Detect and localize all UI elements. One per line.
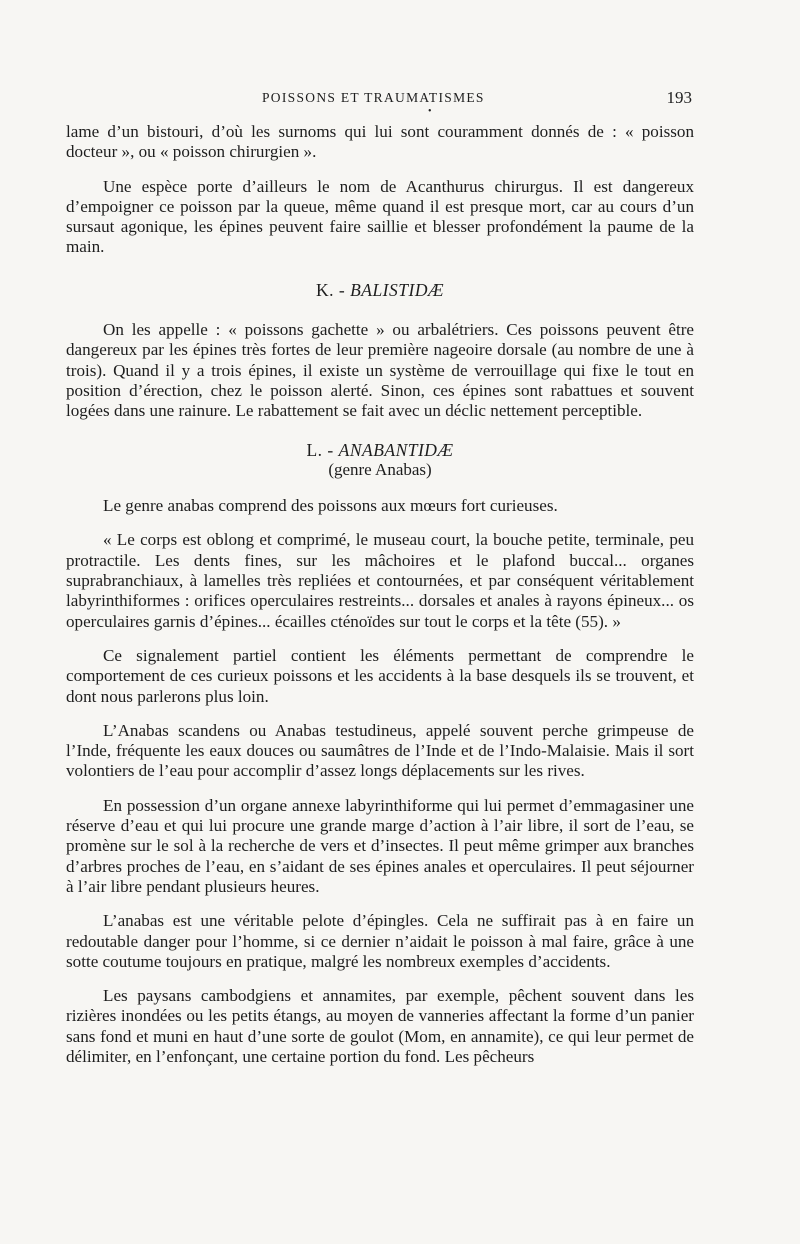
section-label: K. -	[315, 279, 346, 300]
section-name: ANABANTIDÆ	[338, 439, 454, 460]
paragraph: Une espèce porte d’ailleurs le nom de Acanthurus chirurgus. Il est dangereux d’empoigner ce poisson par la queue, même quand il est presque mort, car au cours d’un sursaut agonique, les épines peuvent faire saillie et blesser profondément la paume de la main.	[66, 176, 694, 257]
paragraph: On les appelle : « poissons gachette » ou arbalétriers. Ces poissons peuvent être dangereux par les épines très fortes de leur première nageoire dorsale (au nombre de une à trois). Quand il y a trois épines, il existe un système de verrouillage qui fixe le tout en position d’érection, chez le poisson alerté. Sinon, ces épines sont rabattues et souvent logées dans une rainure. Le rabattement se fait avec un déclic nettement perceptible.	[66, 320, 694, 421]
paragraph: Les paysans cambodgiens et annamites, par exemple, pêchent souvent dans les rizières inondées ou les petits étangs, au moyen de vanneries affectant la forme d’un panier sans fond et muni en haut d’une sorte de goulot (Mom, en annamite), ce qui leur permet de délimiter, en l’enfonçant, une certaine portion du fond. Les pêcheurs	[66, 986, 694, 1066]
paragraph: Le genre anabas comprend des poissons aux mœurs fort curieuses.	[103, 496, 558, 516]
quotation-paragraph: « Le corps est oblong et comprimé, le museau court, la bouche petite, terminale, peu protractile. Les dents fines, sur les mâchoires et le plafond buccal... organes suprabranchiaux, à lamelles très repliées et contournées, et par conséquent véritablement labyrinthiformes : orifices operculaires restreints... dorsales et anales à rayons épineux... os operculaires garnis d’épines... écailles cténoïdes sur tout le corps et la tête (55). »	[66, 530, 694, 631]
page-number: 193	[666, 88, 692, 107]
section-label: L. -	[306, 439, 334, 460]
section-heading-k	[66, 280, 694, 300]
header-ornament: •	[428, 106, 432, 117]
header-title: POISSONS ET TRAUMATISMES	[262, 90, 485, 105]
section-name: BALISTIDÆ	[350, 279, 445, 300]
paragraph: lame d’un bistouri, d’où les surnoms qui lui sont couramment donnés de : « poisson docteur », ou « poisson chirurgien ».	[66, 122, 694, 162]
section-heading-l	[66, 440, 694, 460]
paragraph: L’Anabas scandens ou Anabas testudineus, appelé souvent perche grimpeuse de l’Inde, fréquente les eaux douces ou saumâtres de l’Inde et de l’Indo-Malaisie. Mais il sort volontiers de l’eau pour accomplir d’assez longs déplacements sur les rives.	[66, 720, 694, 781]
paragraph: L’anabas est une véritable pelote d’épingles. Cela ne suffirait pas à en faire un redoutable danger pour l’homme, si ce dernier n’aidait le poisson à mal faire, grâce à une sotte coutume toujours en pratique, malgré les nombreux exemples d’accidents.	[66, 911, 694, 971]
paragraph: En possession d’un organe annexe labyrinthiforme qui lui permet d’emmagasiner une réserve d’eau et qui lui procure une grande marge d’action à l’air libre, il sort de l’eau, se promène sur le sol à la recherche de vers et d’insectes. Il peut même grimper aux branches d’arbres proches de l’eau, en s’aidant de ses épines anales et operculaires. Il peut séjourner à l’air libre pendant plusieurs heures.	[66, 795, 694, 896]
paragraph: Ce signalement partiel contient les éléments permettant de comprendre le comportement de ces curieux poissons et les accidents à la base desquels ils se trouvent, et dont nous parlerons plus loin.	[66, 645, 694, 706]
section-subheading: (genre Anabas)	[328, 459, 432, 479]
body-text	[66, 122, 694, 1081]
running-header	[262, 88, 692, 117]
